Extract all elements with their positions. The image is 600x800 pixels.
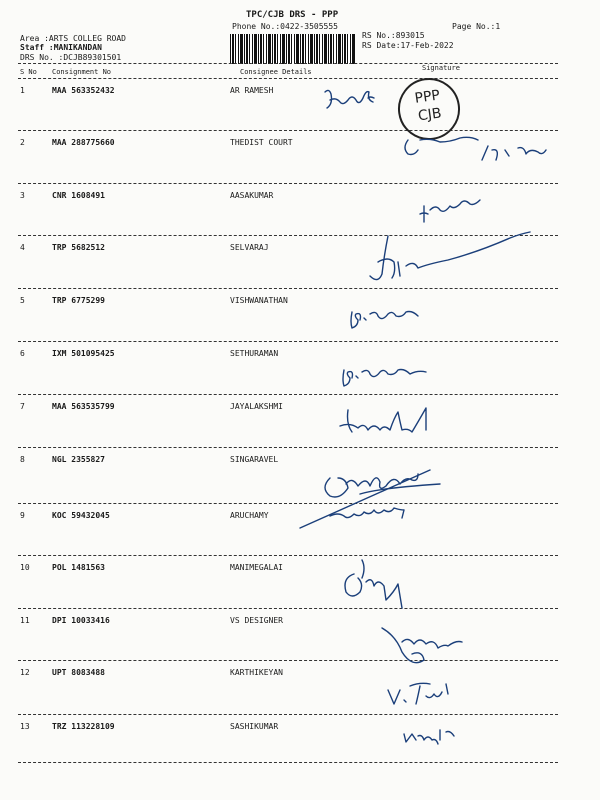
row-number: 7 bbox=[20, 402, 25, 411]
column-header-consignment: Consignment No bbox=[52, 68, 112, 76]
consignee-name: SETHURAMAN bbox=[230, 349, 279, 358]
consignment-number: MAA 563535799 bbox=[52, 402, 115, 411]
consignee-name: AR RAMESH bbox=[230, 86, 274, 95]
stamp-line-2: CJB bbox=[417, 105, 443, 125]
drs-number: DRS No. :DCJB89301501 bbox=[20, 53, 122, 62]
consignment-number: DPI 10033416 bbox=[52, 616, 110, 625]
signature-11 bbox=[382, 628, 462, 663]
page-number: Page No.:1 bbox=[452, 22, 501, 31]
row-number: 6 bbox=[20, 349, 25, 358]
consignee-name: ARUCHAMY bbox=[230, 511, 269, 520]
consignee-name: SELVARAJ bbox=[230, 243, 269, 252]
signature-8 bbox=[300, 470, 440, 528]
consignment-number: IXM 501095425 bbox=[52, 349, 115, 358]
consignment-number: CNR 1608491 bbox=[52, 191, 105, 200]
row-number: 12 bbox=[20, 668, 30, 677]
rs-date: RS Date:17-Feb-2022 bbox=[362, 41, 454, 50]
consignee-name: SASHIKUMAR bbox=[230, 722, 279, 731]
row-number: 5 bbox=[20, 296, 25, 305]
row-number: 3 bbox=[20, 191, 25, 200]
signature-10 bbox=[345, 560, 402, 608]
consignee-name: VISHWANATHAN bbox=[230, 296, 288, 305]
staff: Staff :MANIKANDAN bbox=[20, 43, 102, 52]
row-number: 11 bbox=[20, 616, 30, 625]
consignee-name: VS DESIGNER bbox=[230, 616, 283, 625]
consignment-number: KOC 59432045 bbox=[52, 511, 110, 520]
consignment-number: MAA 288775660 bbox=[52, 138, 115, 147]
consignment-number: TRP 5682512 bbox=[52, 243, 105, 252]
row-number: 2 bbox=[20, 138, 25, 147]
consignee-name: MANIMEGALAI bbox=[230, 563, 283, 572]
signature-6 bbox=[343, 370, 426, 387]
column-header-no: S No bbox=[20, 68, 37, 76]
row-number: 4 bbox=[20, 243, 25, 252]
row-number: 9 bbox=[20, 511, 25, 520]
row-number: 1 bbox=[20, 86, 25, 95]
consignee-name: AASAKUMAR bbox=[230, 191, 274, 200]
column-header-consignee: Consignee Details bbox=[240, 68, 312, 76]
consignee-name: KARTHIKEYAN bbox=[230, 668, 283, 677]
document-title: TPC/CJB DRS - PPP bbox=[246, 10, 339, 20]
area: Area :ARTS COLLEG ROAD bbox=[20, 34, 126, 43]
signature-3 bbox=[420, 200, 480, 222]
signature-4 bbox=[370, 232, 530, 280]
row-number: 13 bbox=[20, 722, 30, 731]
phone-number: Phone No.:0422-3505555 bbox=[232, 22, 338, 31]
row-number: 10 bbox=[20, 563, 30, 572]
consignee-name: THEDIST COURT bbox=[230, 138, 293, 147]
consignment-number: NGL 2355827 bbox=[52, 455, 105, 464]
consignment-number: POL 1481563 bbox=[52, 563, 105, 572]
signature-13 bbox=[404, 730, 454, 744]
consignee-name: JAYALAKSHMI bbox=[230, 402, 283, 411]
signature-12 bbox=[388, 683, 448, 704]
signature-1 bbox=[325, 90, 374, 108]
column-header-signature: Signature bbox=[422, 64, 460, 72]
consignment-number: TRP 6775299 bbox=[52, 296, 105, 305]
rs-number: RS No.:893015 bbox=[362, 31, 425, 40]
consignment-number: UPT 8083488 bbox=[52, 668, 105, 677]
consignment-number: TRZ 113228109 bbox=[52, 722, 115, 731]
signature-2 bbox=[405, 137, 546, 160]
signature-7 bbox=[340, 408, 426, 432]
consignment-number: MAA 563352432 bbox=[52, 86, 115, 95]
stamp-line-1: PPP bbox=[413, 87, 441, 107]
consignee-name: SINGARAVEL bbox=[230, 455, 279, 464]
signature-5 bbox=[351, 312, 418, 329]
row-number: 8 bbox=[20, 455, 25, 464]
